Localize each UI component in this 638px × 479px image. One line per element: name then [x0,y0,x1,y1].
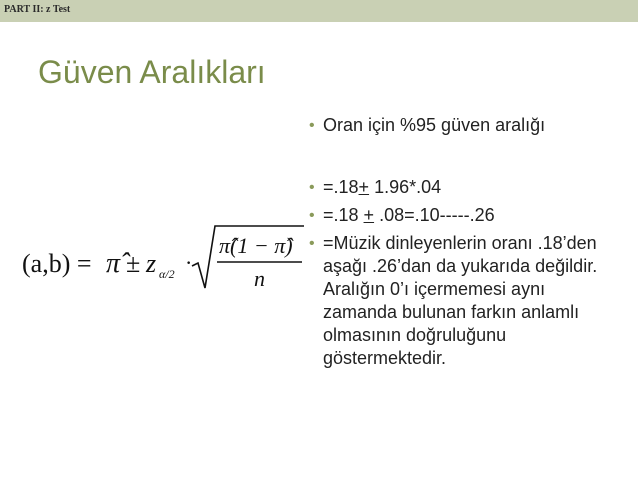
formula-dot: · [185,250,193,275]
part-label: PART II: z Test [4,4,71,15]
formula-plus-minus: ± [126,249,141,278]
confidence-interval-formula [22,220,307,300]
bullet-dot: • [309,179,315,196]
bullet-dot: • [309,117,315,134]
bullet-item [309,176,609,199]
bullet-list [309,114,609,370]
bullet-text-underlined: + [358,177,370,197]
bullet-item [309,114,609,137]
formula-denominator: n [254,266,265,291]
bullet-text-pre: =.18 [323,177,359,197]
slide-title: Güven Aralıkları [38,54,266,90]
bullet-text-underlined: + [363,205,375,225]
formula-z-subscript: α/2 [159,267,175,281]
bullet-text-post: .08=.10-----.26 [374,205,495,225]
bullet-text: =Müzik dinleyenlerin oranı .18’den aşağı .26’dan da yukarıda değildir. Aralığın 0’ı içermemesi aynı zamanda bulunan farkın anlamlı olmasının doğruluğunu göstermektedir. [323,233,598,368]
formula-z: z [146,249,157,278]
formula-numerator: π̂(1 − π̂) [219,233,293,258]
formula-pi-hat: π̂ [106,248,121,279]
formula-lhs: (a,b) = [22,249,92,278]
top-bar [0,0,638,22]
bullet-item [309,232,609,370]
bullet-text: Oran için %95 güven aralığı [323,115,546,135]
bullet-dot: • [309,207,315,224]
formula-graphic [22,220,307,300]
bullet-dot: • [309,235,315,252]
bullet-item [309,204,609,227]
bullet-text-pre: =.18 [323,205,364,225]
bullet-text-post: 1.96*.04 [369,177,442,197]
